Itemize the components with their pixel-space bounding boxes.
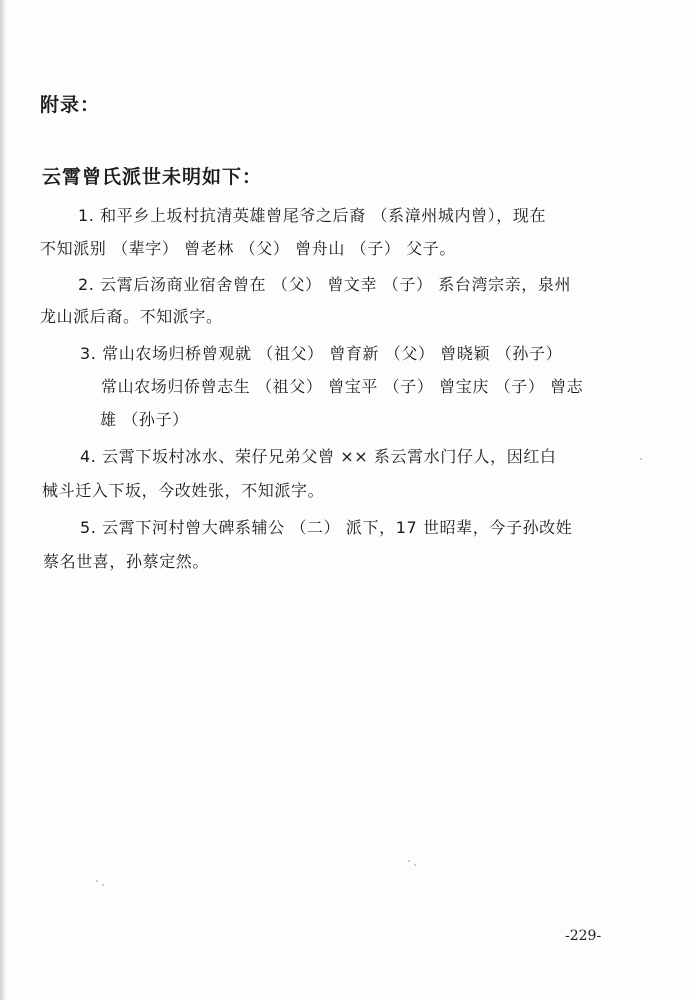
page-number: -229-	[565, 928, 602, 944]
scan-edge-shadow	[0, 0, 6, 1000]
appendix-heading: 附录：	[40, 94, 101, 116]
paragraph-line: 4. 云霄下坂村冰水、荣仔兄弟父曾 ×× 系云霄水门仔人，因红白	[80, 447, 557, 466]
paragraph-line: 1. 和平乡上坂村抗清英雄曾尾爷之后裔 （系漳州城内曾），现在	[78, 206, 547, 225]
paragraph-line: 龙山派后裔。不知派字。	[40, 307, 223, 326]
paragraph-line: 2. 云霄后汤商业宿舍曾在 （父） 曾文幸 （子） 系台湾宗亲，泉州	[78, 275, 572, 294]
paragraph-line: 常山农场归侨曾志生 （祖父） 曾宝平 （子） 曾宝庆 （子） 曾志	[101, 377, 584, 396]
paragraph-line: 蔡名世喜，孙蔡定然。	[43, 552, 210, 571]
paragraph-line: 械斗迁入下坂，今改姓张，不知派字。	[42, 481, 325, 500]
scan-speck	[102, 884, 104, 886]
section-title: 云霄曾氏派世未明如下：	[42, 166, 263, 188]
paragraph-line: 3. 常山农场归桥曾观就 （祖父） 曾育新 （父） 曾晓颖 （孙子）	[80, 344, 563, 363]
paragraph-line: 5. 云霄下河村曾大碑系辅公 （二） 派下，17 世昭辈，今子孙改姓	[80, 518, 573, 537]
paragraph-line: 雄 （孙子）	[100, 410, 189, 429]
scan-speck	[414, 864, 416, 866]
scan-speck	[408, 860, 410, 862]
scan-speck	[96, 880, 98, 882]
paragraph-line: 不知派别 （辈字） 曾老林 （父） 曾舟山 （子） 父子。	[40, 239, 456, 258]
scan-speck	[640, 458, 642, 460]
